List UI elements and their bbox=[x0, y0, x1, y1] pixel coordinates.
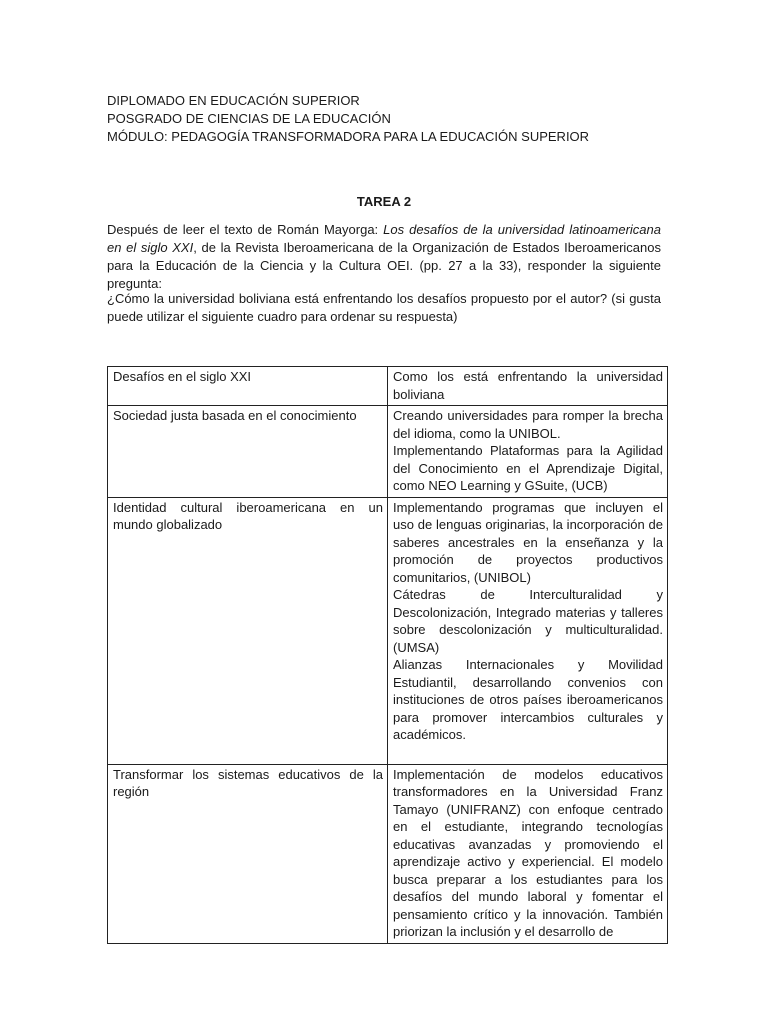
header-cell-response: Como los está enfrentando la universidad boliviana bbox=[388, 367, 668, 406]
challenges-table-container bbox=[107, 366, 661, 944]
header-cell-challenges: Desafíos en el siglo XXI bbox=[108, 367, 388, 406]
table-header-row bbox=[108, 367, 668, 406]
response-paragraph: Implementación de modelos educativos transformadores en la Universidad Franz Tamayo (UNIFRANZ) con enfoque centrado en el estudiante, integrando tecnologías educativas avanzadas y promoviendo el aprendizaje activo y experiencial. El modelo busca preparar a los estudiantes para los desafíos del mundo laboral y fomentar el pensamiento crítico y la innovación. También priorizan la inclusión y el desarrollo de bbox=[393, 766, 663, 939]
question-paragraph: ¿Cómo la universidad boliviana está enfrentando los desafíos propuesto por el autor? (si gusta puede utilizar el siguiente cuadro para ordenar su respuesta) bbox=[107, 291, 661, 324]
page-title: TAREA 2 bbox=[356, 194, 412, 209]
header-program: DIPLOMADO EN EDUCACIÓN SUPERIOR bbox=[107, 93, 360, 108]
response-paragraph: Cátedras de Interculturalidad y Descolonización, Integrado materias y talleres sobre descolonización y multiculturalidad. (UMSA) bbox=[393, 587, 663, 655]
response-paragraph: Implementando Plataformas para la Agilidad del Conocimiento en el Aprendizaje Digital, como NEO Learning y GSuite, (UCB) bbox=[393, 443, 663, 493]
table-row bbox=[108, 497, 668, 764]
header-postgraduate: POSGRADO DE CIENCIAS DE LA EDUCACIÓN bbox=[107, 111, 391, 126]
response-paragraph: Alianzas Internacionales y Movilidad Estudiantil, desarrollando convenios con instituciones de otros países iberoamericanos para promover intercambios culturales y académicos. bbox=[393, 657, 663, 742]
challenge-cell: Transformar los sistemas educativos de la región bbox=[108, 764, 388, 943]
intro-text-start: Después de leer el texto de Román Mayorga: bbox=[107, 222, 384, 237]
intro-text-end: , de la Revista Iberoamericana de la Organización de Estados Iberoamericanos para la Educación de la Ciencia y la Cultura OEI. (pp. 27 a la 33), responder la siguiente pregunta: bbox=[107, 240, 661, 291]
response-cell bbox=[388, 497, 668, 764]
challenges-table bbox=[107, 366, 668, 944]
response-cell bbox=[388, 764, 668, 943]
intro-paragraph bbox=[107, 221, 661, 293]
table-row bbox=[108, 406, 668, 498]
challenge-cell: Identidad cultural iberoamericana en un mundo globalizado bbox=[108, 497, 388, 764]
challenge-cell: Sociedad justa basada en el conocimiento bbox=[108, 406, 388, 498]
response-paragraph: Implementando programas que incluyen el uso de lenguas originarias, la incorporación de saberes ancestrales en la enseñanza y la promoción de proyectos productivos comunitarios, (UNIBOL) bbox=[393, 499, 663, 585]
response-cell bbox=[388, 406, 668, 498]
response-paragraph: Creando universidades para romper la brecha del idioma, como la UNIBOL. bbox=[393, 408, 663, 441]
table-row bbox=[108, 764, 668, 943]
header-module: MÓDULO: PEDAGOGÍA TRANSFORMADORA PARA LA EDUCACIÓN SUPERIOR bbox=[107, 129, 590, 144]
intro-book-title: Los desafíos de la universidad latinoamericana en el siglo XXI bbox=[107, 222, 661, 255]
document-header bbox=[107, 92, 589, 146]
